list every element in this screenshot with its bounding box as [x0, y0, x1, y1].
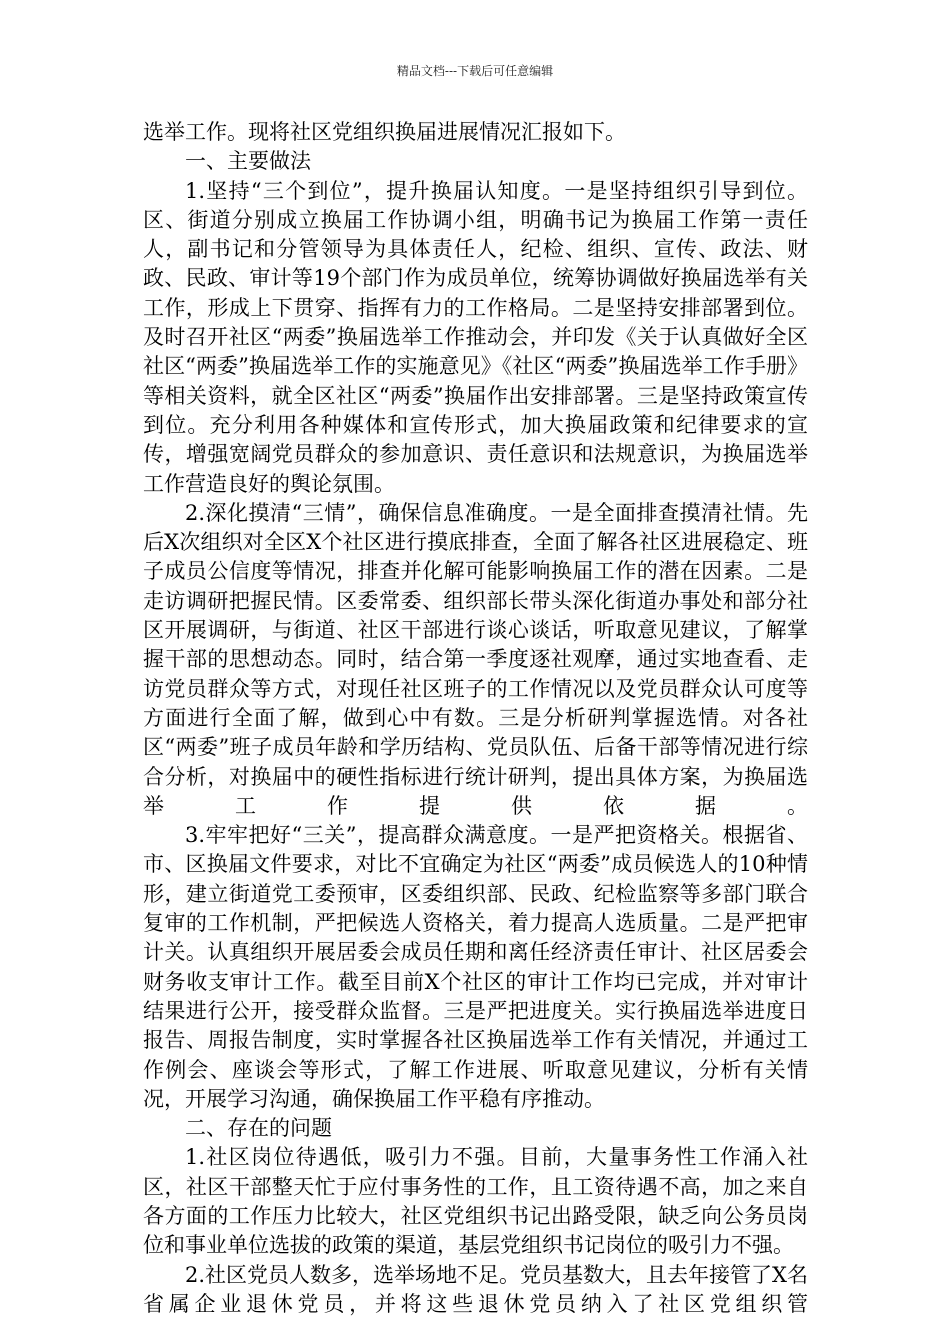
section-heading-main-methods: 一、主要做法	[185, 149, 311, 174]
document-body	[143, 118, 808, 1319]
paragraph-method-3: 3.牢牢把好“三关”，提高群众满意度。一是严把资格关。根据省、市、区换届文件要求，对比不宜确定为社区“两委”成员候选人的10种情形，建立街道党工委预审，区委组织部、民政、纪检监察等多部门联合复审的工作机制，严把候选人资格关，着力提高人选质量。二是严把审计关。认真组织开展居委会成员任期和离任经济责任审计、社区居委会财务收支审计工作。截至目前X个社区的审计工作均已完成，并对审计结果进行公开，接受群众监督。三是严把进度关。实行换届选举进度日报告、周报告制度，实时掌握各社区换届选举工作有关情况，并通过工作例会、座谈会等形式，了解工作进展、听取意见建议，分析有关情况，开展学习沟通，确保换届工作平稳有序推动。	[143, 823, 808, 1111]
paragraph-problem-2: 2.社区党员人数多，选举场地不足。党员基数大，且去年接管了X名省属企业退休党员，并将这些退休党员纳入了社区党组织管	[143, 1262, 808, 1316]
paragraph-problem-1: 1.社区岗位待遇低，吸引力不强。目前，大量事务性工作涌入社区，社区干部整天忙于应付事务性的工作，且工资待遇不高，加之来自各方面的工作压力比较大，社区党组织书记出路受限，缺乏向公务员岗位和事业单位选拔的政策的渠道，基层党组织书记岗位的吸引力不强。	[143, 1145, 808, 1258]
paragraph-intro: 选举工作。现将社区党组织换届进展情况汇报如下。	[143, 120, 626, 144]
paragraph-method-2: 2.深化摸清“三情”，确保信息准确度。一是全面排查摸清社情。先后X次组织对全区X个社区进行摸底排查，全面了解各社区进展稳定、班子成员公信度等情况，排查并化解可能影响换届工作的潜在因素。二是走访调研把握民情。区委常委、组织部长带头深化街道办事处和部分社区开展调研，与街道、社区干部进行谈心谈话，听取意见建议，了解掌握干部的思想动态。同时，结合第一季度逐社观摩，通过实地查看、走访党员群众等方式，对现任社区班子的工作情况以及党员群众认可度等方面进行全面了解，做到心中有数。三是分析研判掌握选情。对各社区“两委”班子成员年龄和学历结构、党员队伍、后备干部等情况进行综合分析，对换届中的硬性指标进行统计研判，提出具体方案，为换届选举工作提供依据。	[143, 500, 808, 818]
page-header: 精品文档---下载后可任意编辑	[396, 64, 554, 78]
paragraph-method-1: 1.坚持“三个到位”，提升换届认知度。一是坚持组织引导到位。区、街道分别成立换届工作协调小组，明确书记为换届工作第一责任人，副书记和分管领导为具体责任人，纪检、组织、宣传、政法、财政、民政、审计等19个部门作为成员单位，统筹协调做好换届选举有关工作，形成上下贯穿、指挥有力的工作格局。二是坚持安排部署到位。及时召开社区“两委”换届选举工作推动会，并印发《关于认真做好全区社区“两委”换届选举工作的实施意见》《社区“两委”换届选举工作手册》等相关资料，就全区社区“两委”换届作出安排部署。三是坚持政策宣传到位。充分利用各种媒体和宣传形式，加大换届政策和纪律要求的宣传，增强宽阔党员群众的参加意识、责任意识和法规意识，为换届选举工作营造良好的舆论氛围。	[143, 178, 808, 496]
section-heading-problems: 二、存在的问题	[185, 1116, 332, 1141]
